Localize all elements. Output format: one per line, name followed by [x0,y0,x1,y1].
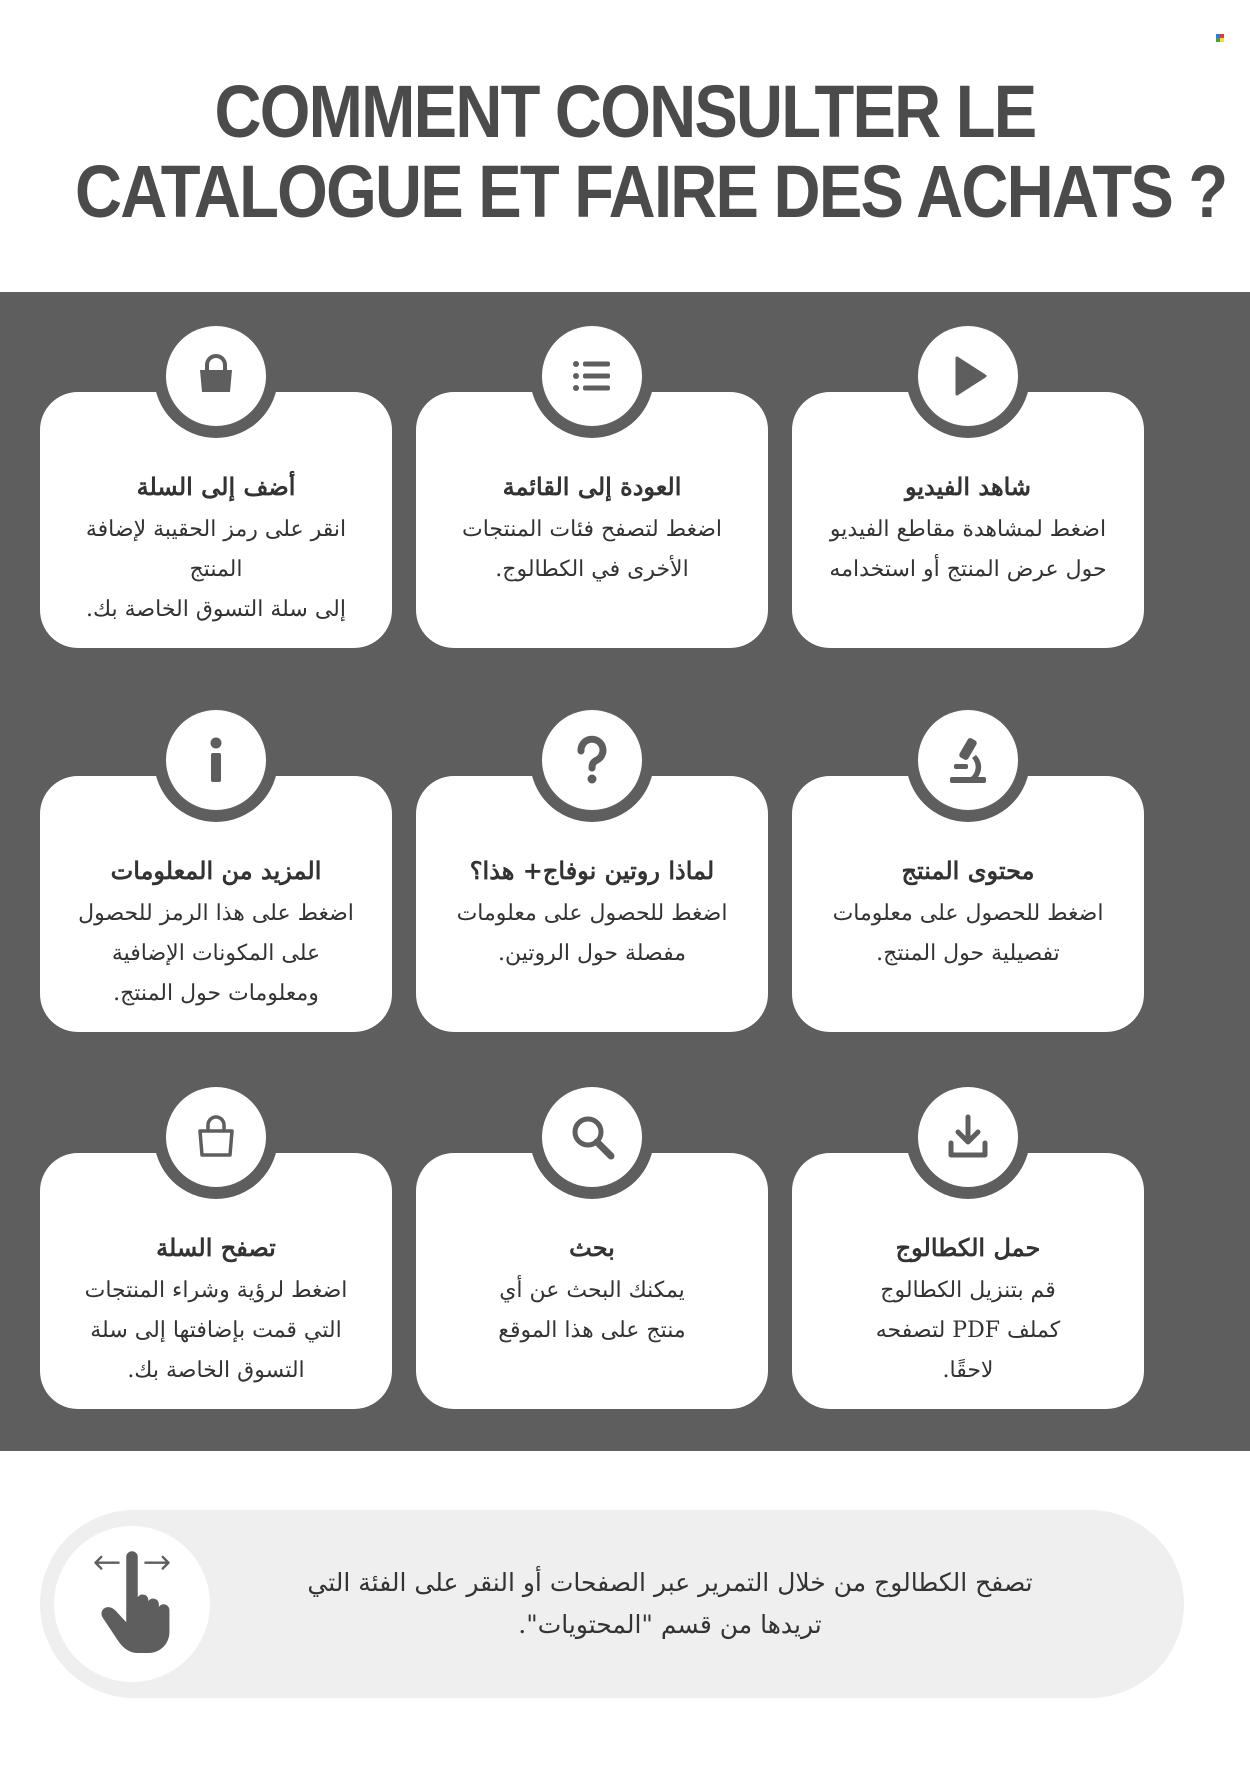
card-title: تصفح السلة [156,1233,276,1262]
card-text: يمكنك البحث عن أي منتج على هذا الموقع [498,1278,686,1343]
page-title [75,70,1227,233]
page-title-line-2: CATALOGUE ET FAIRE DES ACHATS ? [75,150,1227,233]
card-search [416,1153,768,1409]
card-title: محتوى المنتج [901,856,1035,885]
play-icon[interactable] [918,326,1018,426]
card-back-to-menu [416,392,768,648]
cart-bag-icon[interactable] [166,1087,266,1187]
card-title: بحث [569,1233,615,1262]
card-why-routine [416,776,768,1032]
list-icon[interactable] [542,326,642,426]
search-icon[interactable] [542,1087,642,1187]
page-title-line-1: COMMENT CONSULTER LE [214,70,1036,153]
card-add-to-cart [40,392,392,648]
card-title: العودة إلى القائمة [502,472,682,501]
card-text: اضغط على هذا الرمز للحصول على المكونات الإضافية ومعلومات حول المنتج. [78,901,354,1006]
tip-text: تصفح الكطالوج من خلال التمرير عبر الصفحات أو النقر على الفئة التي تريدها من قسم "المحتويات". [307,1568,1033,1639]
card-more-info [40,776,392,1032]
download-icon[interactable] [918,1087,1018,1187]
card-text: اضغط للحصول على معلومات مفصلة حول الروتين. [456,901,728,966]
card-text: اضغط لمشاهدة مقاطع الفيديو حول عرض المنتج أو استخدامه [829,517,1107,582]
card-text: اضغط لرؤية وشراء المنتجات التي قمت بإضافتها إلى سلة التسوق الخاصة بك. [84,1278,348,1383]
card-watch-video [792,392,1144,648]
card-title: لماذا روتين نوفاج+ هذا؟ [469,856,715,885]
info-icon[interactable] [166,710,266,810]
card-text: اضغط لتصفح فئات المنتجات الأخرى في الكطالوج. [461,517,722,582]
card-text: اضغط للحصول على معلومات تفصيلية حول المنتج. [832,901,1104,966]
browsing-tip [40,1510,1184,1698]
card-browse-cart [40,1153,392,1409]
card-title: أضف إلى السلة [136,472,296,501]
card-download-catalog [792,1153,1144,1409]
card-text: قم بتنزيل الكطالوج كملف PDF لتصفحه لاحقًا. [875,1278,1061,1383]
card-title: المزيد من المعلومات [110,856,322,885]
card-text: انقر على رمز الحقيبة لإضافة المنتج إلى سلة التسوق الخاصة بك. [85,517,347,622]
card-title: حمل الكطالوج [895,1233,1041,1262]
microscope-icon[interactable] [918,710,1018,810]
question-icon[interactable] [542,710,642,810]
card-title: شاهد الفيديو [904,472,1032,501]
brand-logo [1216,34,1226,44]
shopping-bag-icon[interactable] [166,326,266,426]
swipe-hand-icon [54,1526,210,1682]
card-product-content [792,776,1144,1032]
